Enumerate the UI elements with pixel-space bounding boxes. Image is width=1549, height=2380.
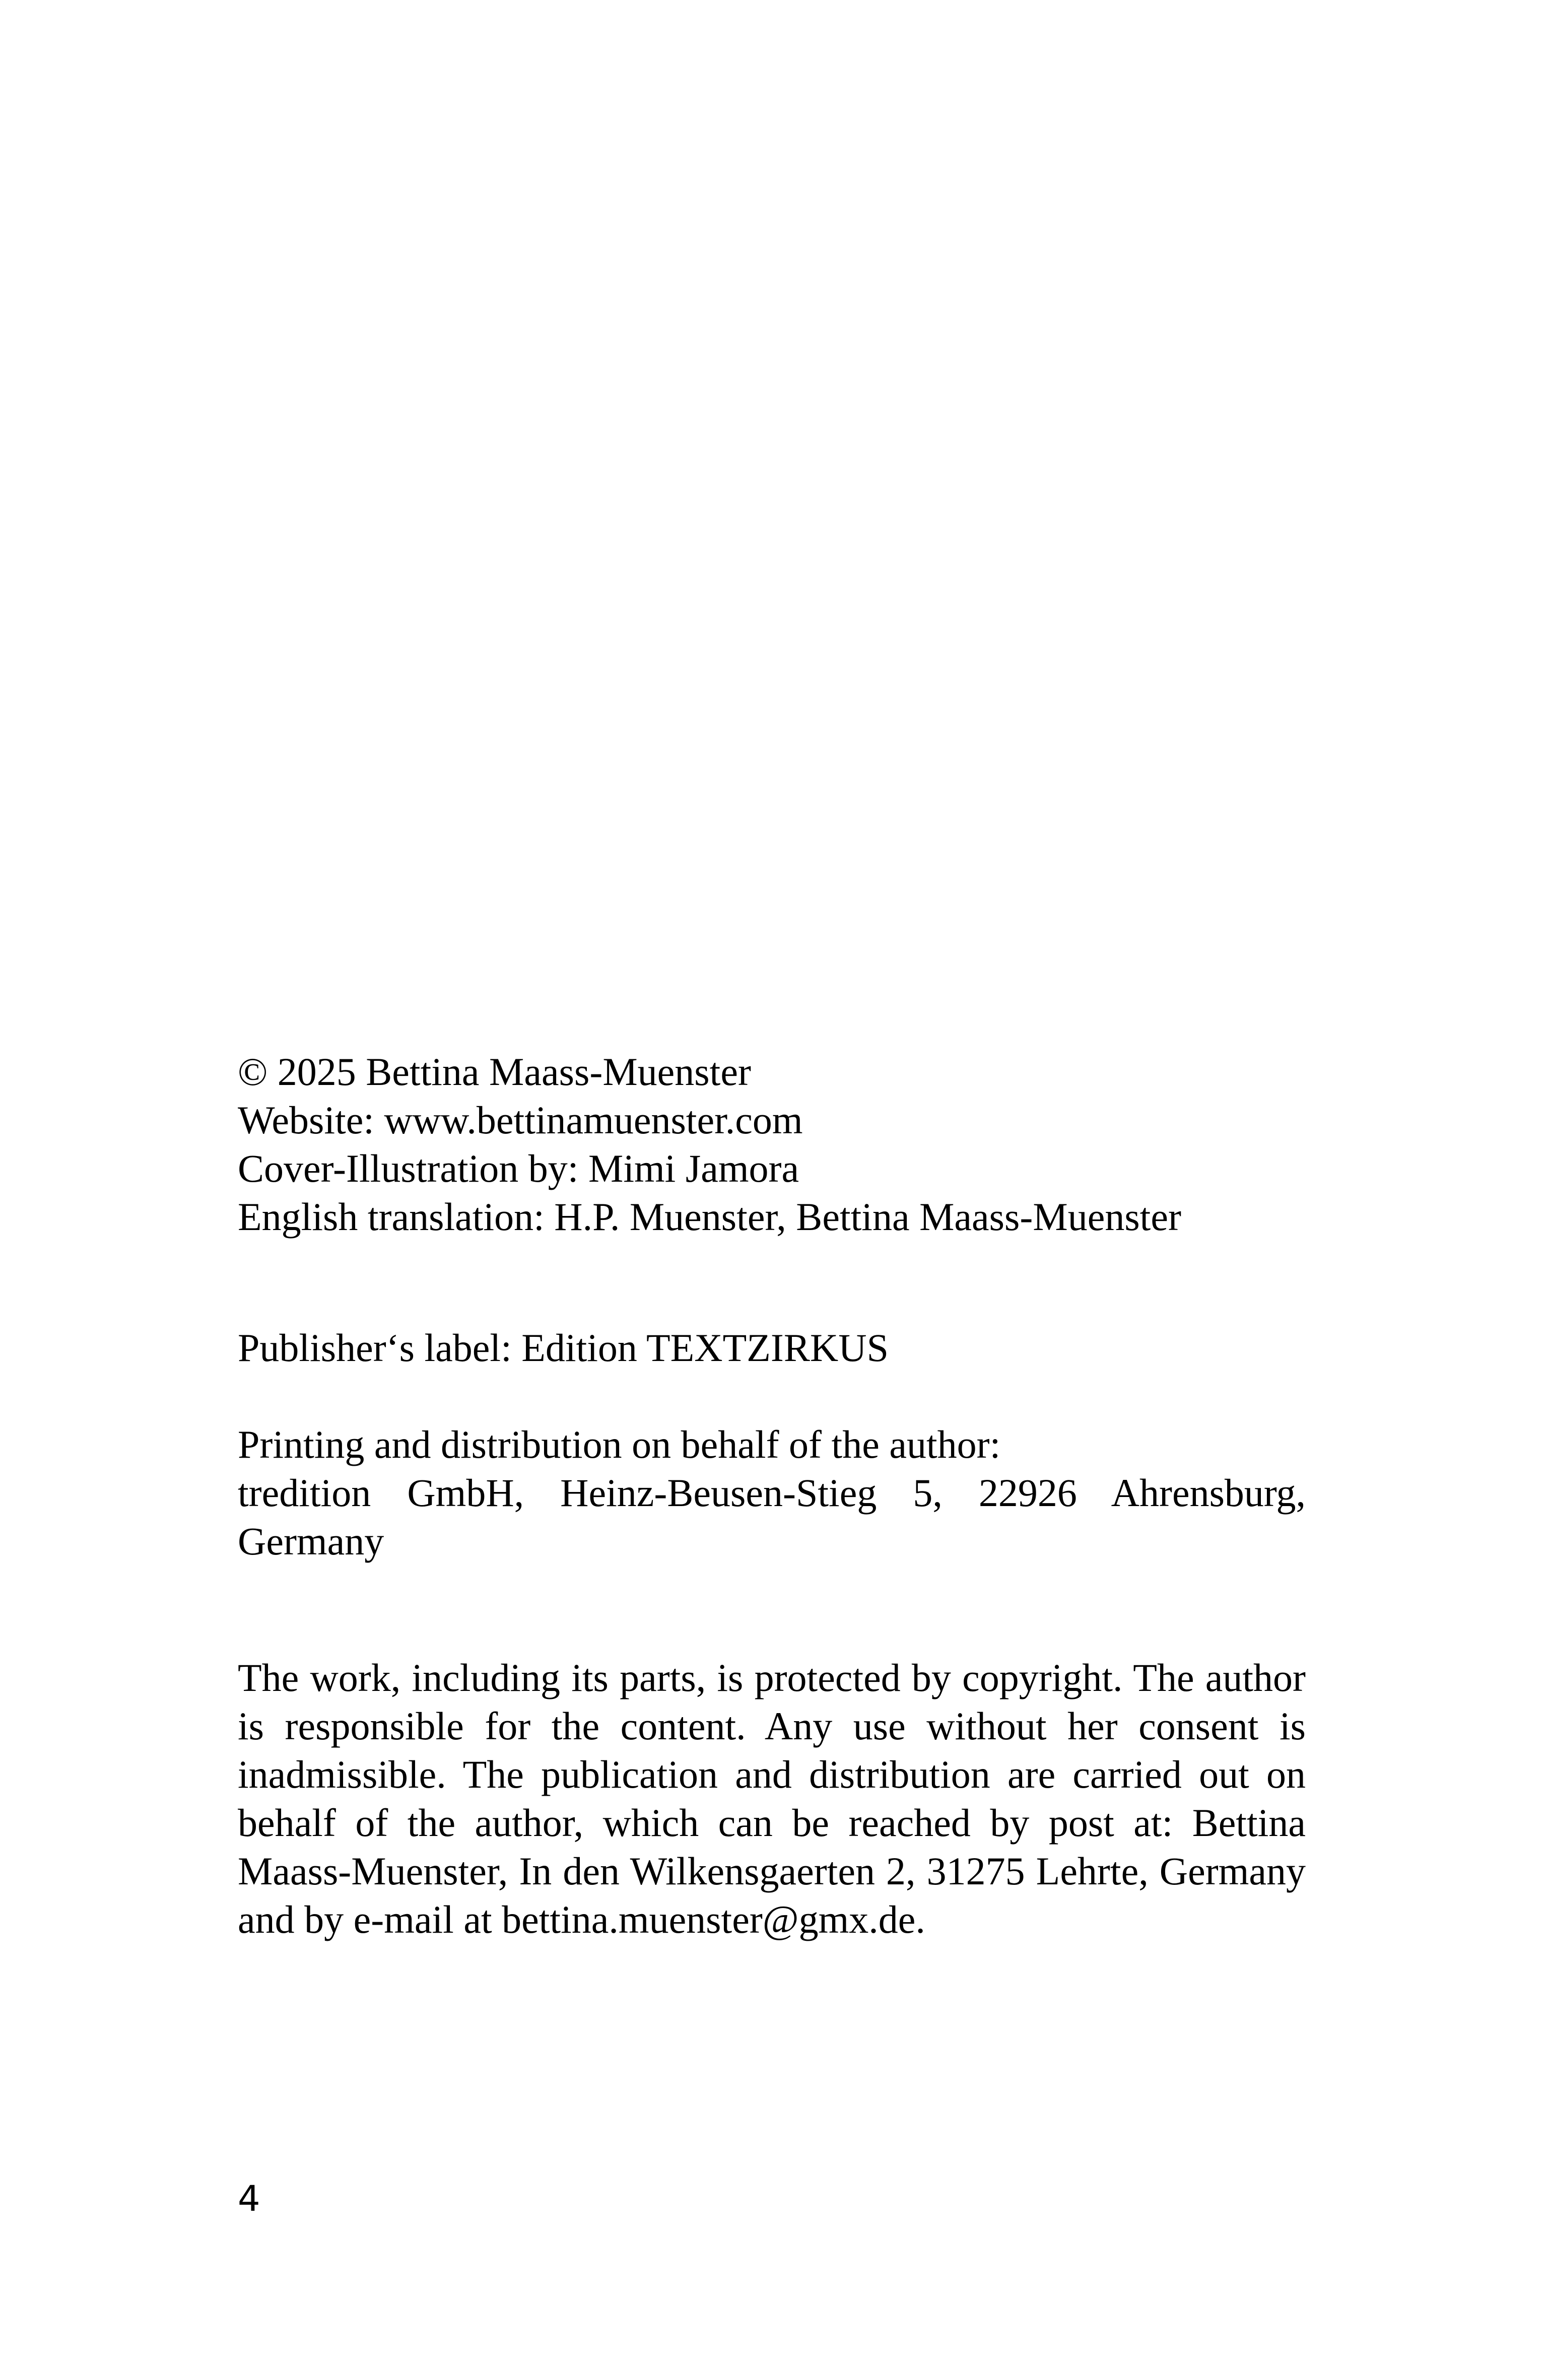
cover-illustration-line: Cover-Illustration by: Mimi Jamora bbox=[238, 1146, 799, 1190]
copyright-line: © 2025 Bettina Maass-Muenster bbox=[238, 1050, 751, 1094]
publisher-label: Publisher‘s label: Edition TEXTZIRKUS bbox=[238, 1326, 889, 1370]
translation-line: English translation: H.P. Muenster, Bettina Maass-Muenster bbox=[238, 1195, 1181, 1239]
publisher-label-block bbox=[238, 1324, 1306, 1372]
website-line: Website: www.bettinamuenster.com bbox=[238, 1098, 803, 1142]
page-number: 4 bbox=[238, 2178, 260, 2219]
credits-block bbox=[238, 1048, 1306, 1241]
printer-address-line: tredition GmbH, Heinz-Beusen-Stieg 5, 22926 Ahrensburg, bbox=[238, 1471, 1306, 1515]
printer-country: Germany bbox=[238, 1519, 384, 1563]
copyright-notice-block bbox=[238, 1654, 1306, 1944]
printing-block bbox=[238, 1420, 1306, 1566]
printing-heading: Printing and distribution on behalf of the author: bbox=[238, 1422, 1001, 1466]
copyright-notice: The work, including its parts, is protected by copyright. The author is responsible for the content. Any use without her consent is inadmissible. The publication and distribution are carried out on behalf of the author, which can be reached by post at: Bettina Maass-Muenster, In den Wilkensgaerten 2, 31275 Lehrte, Germany and by e-mail at bettina.muenster@gmx.de. bbox=[238, 1656, 1306, 1941]
